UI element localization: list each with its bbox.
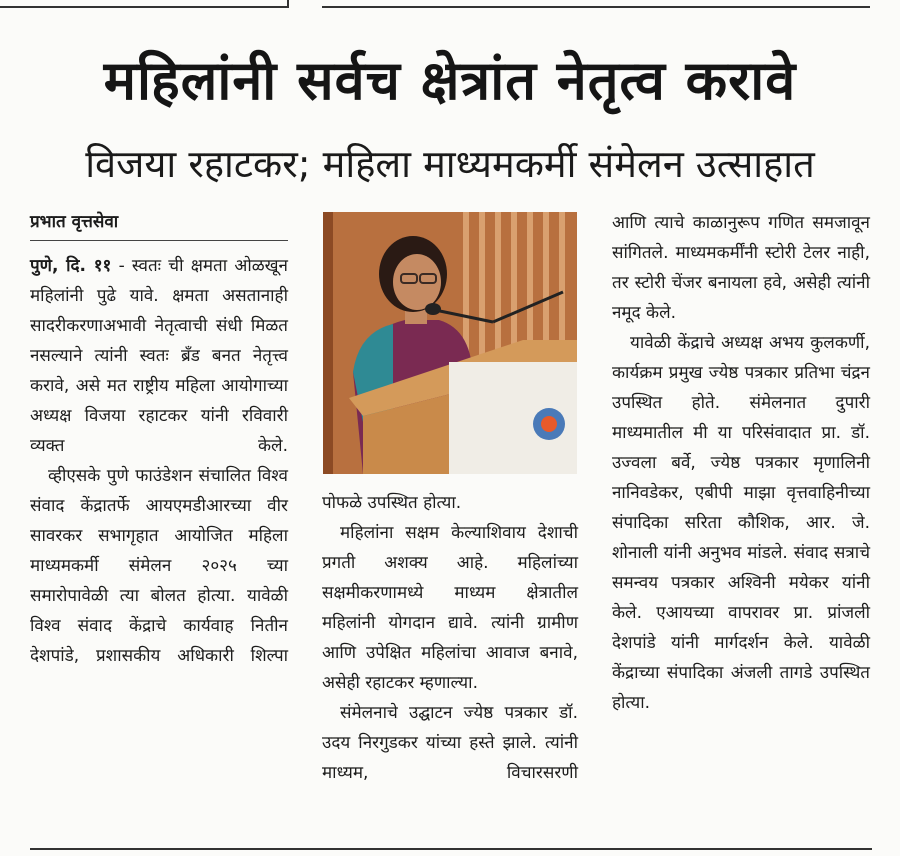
lead-paragraph [30, 251, 288, 461]
column-1 [30, 208, 288, 671]
top-rule-left [0, 6, 288, 8]
paragraph: संमेलनाचे उद्घाटन ज्येष्ठ पत्रकार डॉ. उदय निरगुडकर यांच्या हस्ते झाले. त्यांनी माध्यम, विचारसरणी [322, 703, 578, 783]
subheadline: विजया रहाटकर; महिला माध्यमकर्मी संमेलन उत्साहात [85, 142, 815, 186]
paragraph: पोफळे उपस्थित होत्या. [322, 493, 462, 513]
byline: प्रभात वृत्तसेवा [30, 208, 288, 241]
headline: महिलांनी सर्वच क्षेत्रांत नेतृत्व करावे [103, 49, 797, 112]
speaker-photo [323, 212, 577, 474]
column-3 [612, 208, 870, 718]
lead-paragraph-text: - स्वतः ची क्षमता ओळखून महिलांनी पुढे यावे. क्षमता असतानाही सादरीकरणाअभावी नेतृत्वाची संधी मिळत नसल्याने त्यांनी स्वतः ब्रँड बनत नेतृत्त्व करावे, असे मत राष्ट्रीय महिला आयोगाच्या अध्यक्ष विजया रहाटकर यांनी रविवारी व्यक्त केले. [30, 256, 288, 456]
top-rule-right [322, 6, 870, 8]
paragraph: यावेळी केंद्राचे अध्यक्ष अभय कुलकर्णी, कार्यक्रम प्रमुख ज्येष्ठ पत्रकार प्रतिभा चंद्रन उपस्थित होते. संमेलनात दुपारी माध्यमातील मी या परिसंवादात प्रा. डॉ. उज्वला बर्वे, ज्येष्ठ पत्रकार मृणालिनी नानिवडेकर, एबीपी माझा वृत्तवाहिनीच्या संपादिका सरिता कौशिक, आर. जे. शोनाली यांनी अनुभव मांडले. संवाद सत्राचे समन्वय पत्रकार अश्विनी मयेकर यांनी केले. एआयच्या वापरावर प्रा. प्रांजली देशपांडे यांनी मार्गदर्शन केले. यावेळी केंद्राच्या संपादिका अंजली तागडे उपस्थित होत्या. [612, 333, 870, 713]
article-photo [323, 212, 577, 474]
paragraph: महिलांना सक्षम केल्याशिवाय देशाची प्रगती अशक्य आहे. महिलांच्या सक्षमीकरणामध्ये माध्यम क्षेत्रातील महिलांनी योगदान द्यावे. त्यांनी ग्रामीण आणि उपेक्षित महिलांचा आवाज बनावे, असेही रहाटकर म्हणाल्या. [322, 523, 578, 693]
top-rule-left-tick [287, 0, 289, 8]
column-2 [322, 488, 578, 788]
bottom-rule [30, 848, 872, 850]
paragraph: आणि त्याचे काळानुरूप गणित समजावून सांगितले. माध्यमकर्मींनी स्टोरी टेलर नाही, तर स्टोरी चेंजर बनायला हवे, असेही त्यांनी नमूद केले. [612, 213, 870, 323]
paragraph: व्हीएसके पुणे फाउंडेशन संचालित विश्व संवाद केंद्रातर्फे आयएमडीआरच्या वीर सावरकर सभागृहात आयोजित महिला माध्यमकर्मी संमेलन २०२५ च्या समारोपावेळी त्या बोलत होत्या. यावेळी विश्व संवाद केंद्राचे कार्यवाह नितीन देशपांडे, प्रशासकीय अधिकारी शिल्पा [30, 466, 288, 666]
dateline: पुणे, दि. ११ [30, 256, 112, 276]
